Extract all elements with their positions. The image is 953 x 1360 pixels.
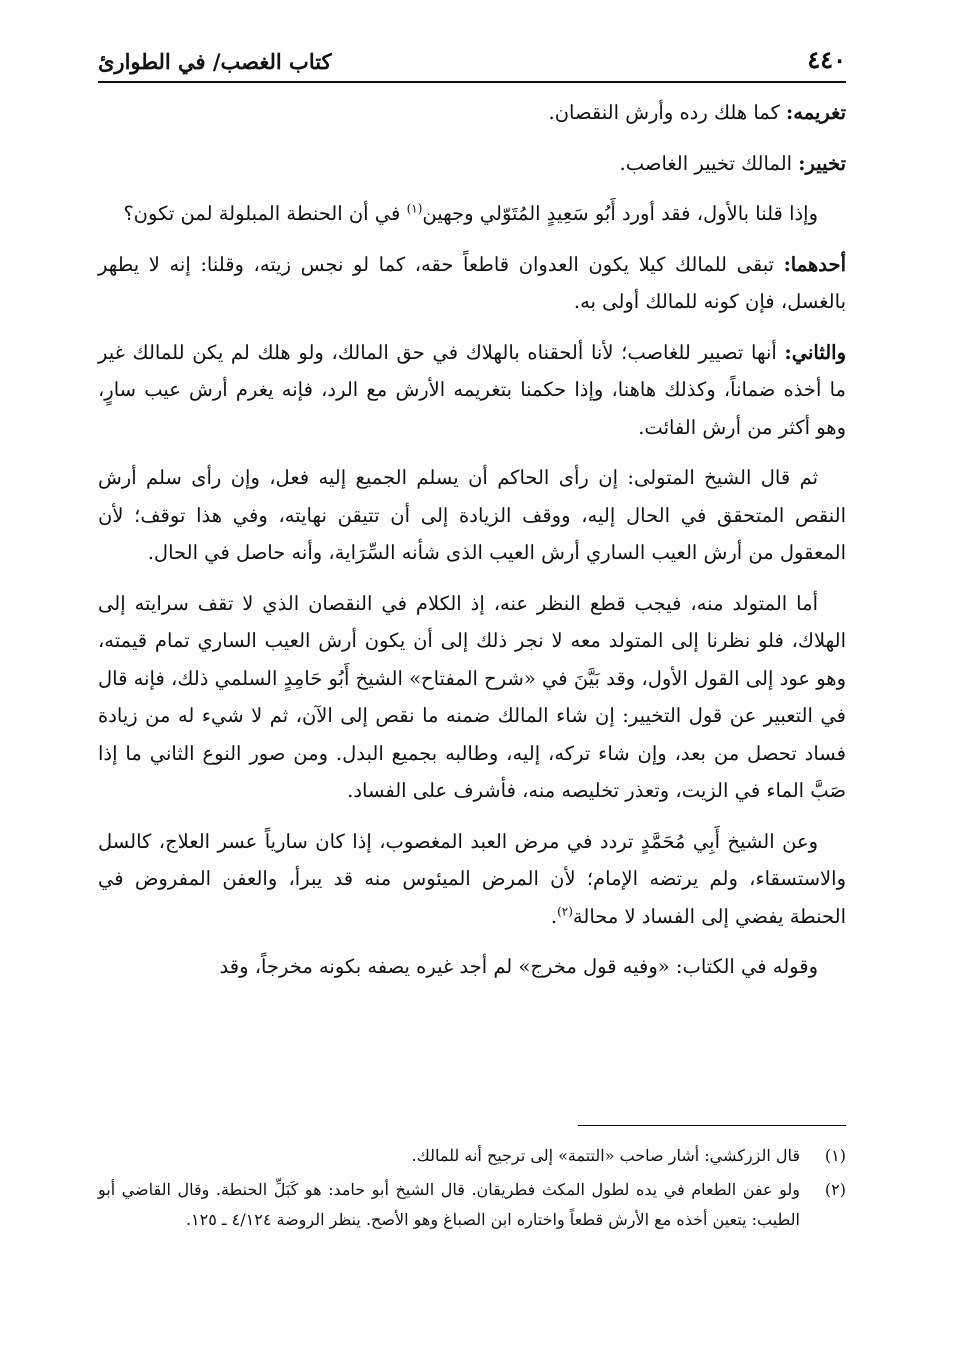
paragraph-text: تبقى للمالك كيلا يكون العدوان قاطعاً حقه، كما لو نجس زيته، وقلنا: إنه لا يطهر بالغسل، فإن كونه للمالك أولى به.	[98, 252, 846, 313]
footnote-number: (٢)	[824, 1180, 846, 1199]
paragraph	[98, 145, 846, 183]
paragraph-text: أنها تصيير للغاصب؛ لأنا ألحقناه بالهلاك في حق المالك، ولو هلك لم يكن للمالك غير ما أخذه ضماناً، وكذلك هاهنا، وإذا حكمنا بتغريمه الأرش مع الرد، فإنه يغرم أرش عيب سارٍ، وهو أكثر من أرش الفائت.	[98, 340, 846, 439]
paragraph	[98, 948, 846, 986]
footnote	[98, 1175, 846, 1235]
footnote	[98, 1141, 846, 1171]
paragraph-text: المالك تخيير الغاصب.	[619, 151, 799, 175]
footnote-number: (١)	[824, 1146, 846, 1165]
page-header	[98, 34, 846, 74]
paragraph-text: ثم قال الشيخ المتولى: إن رأى الحاكم أن يسلم الجميع إليه فعل، وإن رأى سلم أرش النقص المتحقق في الحال إليه، ووقف الزيادة إلى أن تتيقن نهايته، وفي هذا توقف؛ لأن المعقول من أرش العيب الساري أرش العيب الذى شأنه السِّرَاية، وأنه حاصل في الحال.	[98, 466, 846, 564]
footnote-rule	[578, 1125, 846, 1126]
paragraph	[98, 823, 846, 936]
paragraph-text-after: في أن الحنطة المبلولة لمن تكون؟	[123, 202, 407, 225]
footnote-text: قال الزركشي: أشار صاحب «التتمة» إلى ترجيح أنه للمالك.	[411, 1146, 800, 1165]
paragraph-lead: والثاني:	[784, 340, 846, 364]
running-title: كتاب الغصب/ في الطوارئ	[98, 49, 332, 74]
paragraph	[98, 195, 846, 233]
footnote-ref[interactable]: (٢)	[557, 904, 573, 918]
paragraph-text: كما هلك رده وأرش النقصان.	[548, 101, 787, 124]
footnotes	[98, 1141, 846, 1239]
paragraph-text: وعن الشيخ أَبِي مُحَمَّدٍ تردد في مرض العبد المغصوب، إذا كان سارياً عسر العلاج، كالسل والاستسقاء، ولم يرتضه الإمام؛ لأن المرض الميئوس منه قد يبرأ، والعفن المفروض في الحنطة يفضي إلى الفساد لا محالة	[98, 829, 846, 928]
header-rule	[98, 81, 846, 83]
paragraph-text-after: .	[550, 904, 558, 928]
footnote-ref[interactable]: (١)	[406, 201, 423, 216]
paragraph-lead: تغريمه:	[786, 101, 846, 124]
paragraph-text: وقوله في الكتاب: «وفيه قول مخرج» لم أجد غيره يصفه بكونه مخرجاً، وقد	[219, 955, 818, 978]
paragraph	[98, 246, 846, 321]
main-text	[98, 94, 846, 999]
paragraph-lead: أحدهما:	[783, 252, 846, 276]
paragraph-text: وإذا قلنا بالأول، فقد أورد أَبُو سَعِيدٍ المُتَوّلي وجهين	[422, 202, 818, 225]
paragraph	[98, 334, 846, 447]
paragraph	[98, 459, 846, 572]
paragraph	[98, 585, 846, 810]
page-number: ٤٤٠	[807, 45, 846, 74]
paragraph	[98, 94, 846, 132]
footnote-text: ولو عفن الطعام في يده لطول المكث فطريقان. قال الشيخ أبو حامد: هو كَبَلِّ الحنطة. وقال القاضي أبو الطيب: يتعين أخذه مع الأرش قطعاً واختاره ابن الصباغ وهو الأصح. ينظر الروضة ٤/١٢٤ ـ ١٢٥.	[98, 1180, 800, 1229]
paragraph-text: أما المتولد منه، فيجب قطع النظر عنه، إذ الكلام في النقصان الذي لا تقف سرايته إلى الهلاك، فلو نظرنا إلى المتولد معه لا نجر ذلك إلى أن يكون أرش العيب الساري تمام قيمته، وهو عود إلى القول الأول، وقد بَيَّنَ في «شرح المفتاح» الشيخ أَبُو حَامِدٍ السلمي ذلك، فإنه قال في التعبير عن قول التخيير: إن شاء المالك ضمنه ما نقص إلى الآن، ثم لا شيء له من زيادة فساد تحصل من بعد، وإن شاء تركه، إليه، وطالبه بجميع البدل. ومن صور النوع الثاني ما إذا صَبَّ الماء في الزيت، وتعذر تخليصه منه، فأشرف على الفساد.	[98, 591, 846, 802]
paragraph-lead: تخيير:	[798, 151, 846, 175]
